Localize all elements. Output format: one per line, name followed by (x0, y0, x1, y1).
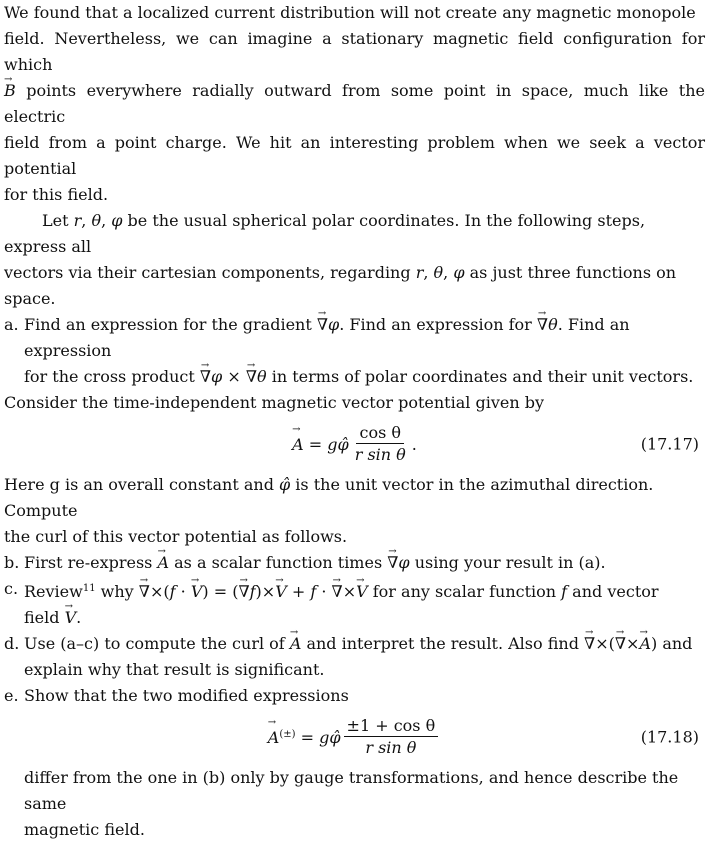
intro-paragraph (4, 0, 705, 208)
item-a-label: a. (4, 315, 19, 334)
intro-line-2: field. Nevertheless, we can imagine a stationary magnetic field configuration for which (4, 29, 705, 74)
curl-line-2: the curl of this vector potential as follows. (4, 527, 348, 546)
intro-line-4: field from a point charge. We hit an interesting problem when we seek a vector potential (4, 133, 705, 178)
equation-number-17-17: (17.17) (640, 434, 699, 454)
equation-17-18: → A(±) = gφ̂ $\frac{\text{±1 + cos θ}}{\text{r sin θ}}$ (17.18) (4, 709, 705, 765)
item-b: b. First re-express → A as a scalar function times → ∇φ using your result in (a). (4, 550, 705, 576)
vector-B: → B (4, 78, 16, 104)
coordinates-paragraph (4, 208, 705, 312)
item-e: e. Show that the two modified expressions (4, 686, 349, 705)
eq2-fraction: $\frac{\text{±1 + cos θ}}{\text{r sin θ}}$ (344, 716, 439, 759)
curl-line-1: Here g is an overall constant and φ̂ is the unit vector in the azimuthal direction. Compute (4, 475, 654, 520)
equation-number-17-18: (17.18) (640, 727, 699, 747)
item-d: d. Use (a–c) to compute the curl of → A and interpret the result. Also find → ∇×(→ ∇×→ A) and explain why that result is significant. (4, 631, 705, 683)
curl-paragraph (4, 472, 705, 550)
eq1-fraction: $\frac{\text{cos θ}}{\text{r sin θ}}$ (354, 422, 406, 464)
coordinates-line-2: vectors via their cartesian components, regarding r, θ, φ as just three functions on space. (4, 263, 677, 308)
intro-line-1: We found that a localized current distribution will not create any magnetic monopole (4, 3, 696, 22)
intro-line-3: → B points everywhere radially outward from some point in space, much like the electric (4, 78, 705, 130)
item-c: c. Review$^{11}$ why → ∇×(f · → V) = (→ ∇f)×→ V + f · → ∇×→ V for any scalar function f and vector field → V. (4, 576, 705, 631)
footnote-11: 11 (82, 583, 96, 594)
closing-line-2: magnetic field. (24, 820, 145, 839)
intro-line-5: for this field. (4, 185, 109, 204)
closing-paragraph (4, 765, 705, 843)
item-a: a. Find an expression for the gradient → ∇φ. Find an expression for → ∇θ. Find an expression for the cross product → ∇φ × → ∇θ in terms of polar coordinates and their unit vectors. (4, 312, 705, 390)
equation-17-17: → A = gφ̂ $\frac{\text{cos θ}}{\text{r sin θ}}$ . (17.17) (4, 416, 705, 472)
coordinates-line-1: Let r, θ, φ be the usual spherical polar coordinates. In the following steps, express all (4, 211, 646, 256)
consider-line: Consider the time-independent magnetic vector potential given by (4, 393, 545, 412)
closing-line-1: differ from the one in (b) only by gauge transformations, and hence describe the same (24, 768, 679, 813)
